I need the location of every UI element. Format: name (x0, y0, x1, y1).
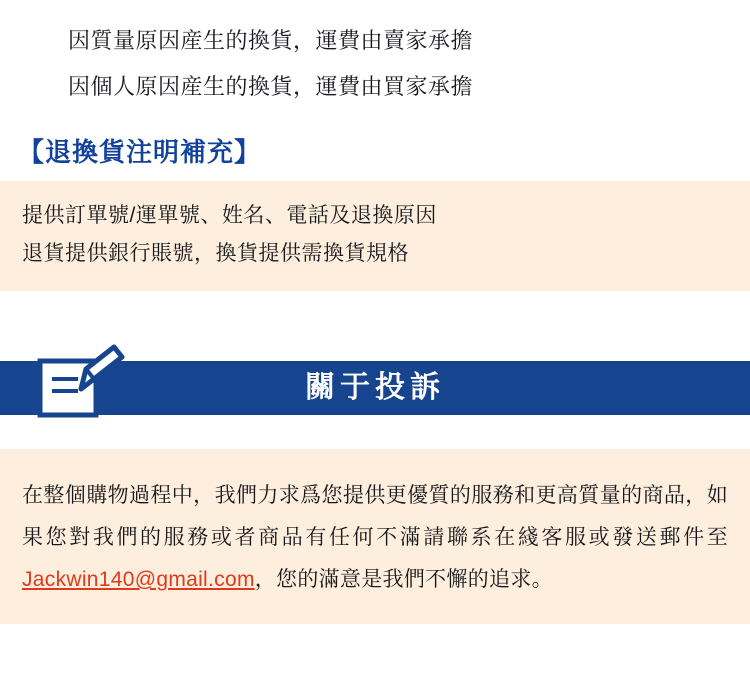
policy-line: 因個人原因産生的換貨，運費由買家承擔 (68, 74, 474, 99)
note-line: 退貨提供銀行賬號，換貨提供需換貨規格 (22, 242, 409, 265)
policy-lines (0, 0, 750, 110)
complaint-text-after: ，您的滿意是我們不懈的追求。 (254, 568, 553, 591)
complaint-text (22, 475, 728, 601)
complaint-text-before: 在整個購物過程中，我們力求爲您提供更優質的服務和更高質量的商品，如果您對我們的服務或者商品有任何不滿請聯系在綫客服或發送郵件至 (22, 484, 728, 549)
banner-title: 關于投訴 (305, 371, 445, 404)
policy-line: 因質量原因産生的換貨，運費由賣家承擔 (68, 28, 474, 53)
section-heading-note: 【退換貨注明補充】 (18, 137, 262, 167)
pencil-edit-icon (34, 343, 126, 421)
support-email-link[interactable]: Jackwin140@gmail.com (22, 568, 255, 591)
complaint-banner (0, 343, 750, 421)
complaint-box (0, 449, 750, 624)
note-box (0, 181, 750, 291)
note-line: 提供訂單號/運單號、姓名、電話及退換原因 (22, 204, 437, 227)
